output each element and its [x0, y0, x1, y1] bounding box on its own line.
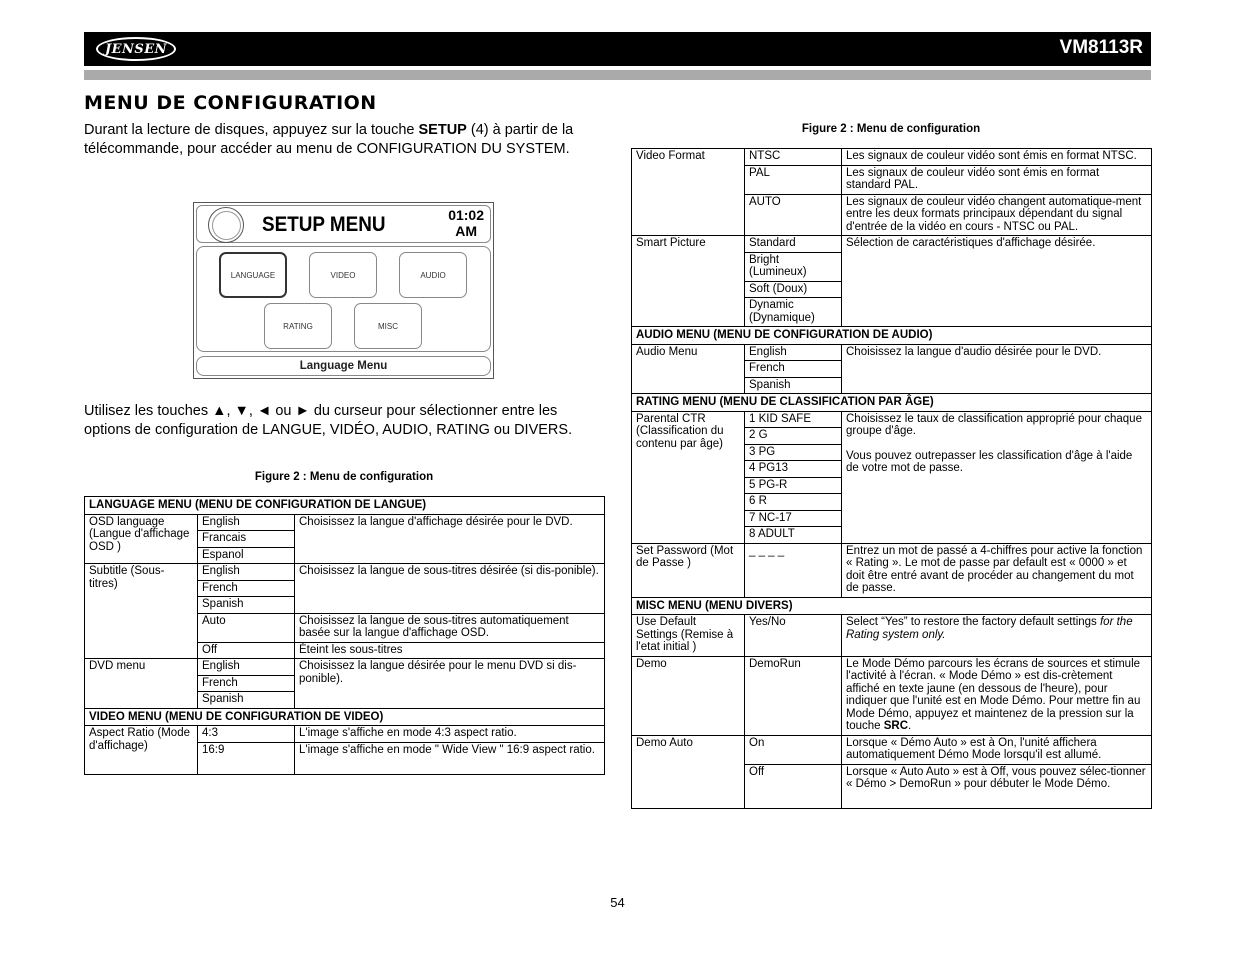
table-row: Use Default Settings (Remise à l'etat initial ) Yes/No Select “Yes” to restore the factory default settings for the Rating system only. [632, 615, 1152, 657]
table-row: Soft (Doux) [632, 281, 1152, 298]
misc-button[interactable]: MISC [354, 303, 422, 349]
table-row: 2 G [632, 428, 1152, 445]
header-divider [84, 70, 1151, 80]
language-video-table [84, 496, 605, 775]
table-row: 16:9 L'image s'affiche en mode " Wide View " 16:9 aspect ratio. [85, 742, 605, 774]
table-row: Spanish [632, 377, 1152, 394]
table-row: Francais [85, 531, 605, 548]
table-row: 6 R [632, 494, 1152, 511]
table-row: Aspect Ratio (Mode d'affichage) 4:3 L'image s'affiche en mode 4:3 aspect ratio. [85, 726, 605, 743]
table-row: Espanol [85, 547, 605, 564]
setup-menu-footer: Language Menu [196, 356, 491, 376]
table-row: Off Lorsque « Auto Auto » est à Off, vous pouvez sélec-tionner « Démo > DemoRun » pour débuter le Mode Démo. [632, 764, 1152, 808]
model-name: VM8113R [1059, 37, 1143, 58]
table-row: Auto Choisissez la langue de sous-titres automatiquement basée sur la langue d'affichage OSD. [85, 613, 605, 642]
header-bar [84, 32, 1151, 66]
page-title: MENU DE CONFIGURATION [84, 92, 377, 114]
table-row: OSD language (Langue d'affichage OSD ) English Choisissez la langue d'affichage désirée pour le DVD. [85, 514, 605, 531]
table-row: DVD menu English Choisissez la langue désirée pour le menu DVD si dis-ponible). [85, 659, 605, 676]
table-row: Smart Picture Standard Sélection de caractéristiques d'affichage désirée. [632, 236, 1152, 253]
table-row: Video Format NTSC Les signaux de couleur vidéo sont émis en format NTSC. [632, 149, 1152, 166]
table-row: Off Éteint les sous-titres [85, 642, 605, 659]
table-row: Subtitle (Sous-titres) English Choisissez la langue de sous-titres désirée (si dis-ponible). [85, 564, 605, 581]
table-row: Audio Menu English Choisissez la langue d'audio désirée pour le DVD. [632, 344, 1152, 361]
table-row: Spanish [85, 692, 605, 709]
table-row: French [632, 361, 1152, 378]
instructions-text: Utilisez les touches ▲, ▼, ◄ ou ► du curseur pour sélectionner entre les options de configuration de LANGUE, VIDÉO, AUDIO, RATING ou DIVERS. [84, 403, 573, 438]
rating-button[interactable]: RATING [264, 303, 332, 349]
table-row: Demo Auto On Lorsque « Démo Auto » est à On, l'unité affichera automatiquement Démo Mode lorsqu'il est allumé. [632, 735, 1152, 764]
jensen-logo: JENSEN [96, 37, 176, 61]
table-row: 8 ADULT [632, 527, 1152, 544]
language-button[interactable]: LANGUAGE [219, 252, 287, 298]
table-row: Bright (Lumineux) [632, 252, 1152, 281]
intro-text: Durant la lecture de disques, appuyez sur la touche SETUP (4) à partir de la télécommande, pour accéder au menu de CONFIGURATION DU SYSTEM. [84, 122, 574, 157]
section-title: MISC MENU (MENU DIVERS) [632, 597, 1152, 615]
table-row: 3 PG [632, 444, 1152, 461]
figure-caption-left: Figure 2 : Menu de configuration [254, 471, 434, 483]
table-row: 4 PG13 [632, 461, 1152, 478]
table-row: Set Password (Mot de Passe ) _ _ _ _ Entrez un mot de passé a 4-chiffres pour active la fonction « Rating ». Le mot de passe par default est « 0000 » et doit être entré avant de procéder au changement du mot de passe. [632, 543, 1152, 597]
table-row: Demo DemoRun Le Mode Démo parcours les écrans de sources et stimule l'activité à l'écran. « Mode Démo » est dis-crètement affiché en texte jaune (en dessous de l'heure), pour indiquer que l'unité est en Mode Démo. Pour mettre fin au Mode Démo, appuyez et maintenez de la pression sur la touche SRC. [632, 656, 1152, 735]
video-button[interactable]: VIDEO [309, 252, 377, 298]
setup-menu-screenshot [193, 202, 494, 379]
section-title: LANGUAGE MENU (MENU DE CONFIGURATION DE LANGUE) [85, 497, 605, 515]
section-title: VIDEO MENU (MENU DE CONFIGURATION DE VIDEO) [85, 708, 605, 726]
table-row: French [85, 580, 605, 597]
table-row: Spanish [85, 597, 605, 614]
knob-icon [208, 207, 244, 243]
table-row: AUTO Les signaux de couleur vidéo changent automatique-ment entre les deux formats principaux dépendant du signal d'entrée de la vidéo en cours - NTSC ou PAL. [632, 194, 1152, 236]
clock: 01:02 AM [448, 207, 484, 239]
table-row: Parental CTR (Classification du contenu par âge) 1 KID SAFE Choisissez le taux de classification approprié pour chaque groupe d'âge. Vous pouvez outrepasser les classification d'âge à l'aide de votre mot de passe. [632, 411, 1152, 428]
table-row: Dynamic (Dynamique) [632, 298, 1152, 327]
page-number: 54 [610, 895, 625, 910]
video-audio-rating-misc-table [631, 148, 1152, 809]
setup-menu-header [196, 205, 491, 243]
table-row: PAL Les signaux de couleur vidéo sont émis en format standard PAL. [632, 165, 1152, 194]
setup-menu-panel [196, 246, 491, 352]
figure-caption-right: Figure 2 : Menu de configuration [801, 123, 981, 135]
section-title: AUDIO MENU (MENU DE CONFIGURATION DE AUDIO) [632, 327, 1152, 345]
table-row: 5 PG-R [632, 477, 1152, 494]
setup-menu-title: SETUP MENU [262, 213, 386, 236]
audio-button[interactable]: AUDIO [399, 252, 467, 298]
section-title: RATING MENU (MENU DE CLASSIFICATION PAR ÂGE) [632, 394, 1152, 412]
table-row: 7 NC-17 [632, 510, 1152, 527]
table-row: French [85, 675, 605, 692]
